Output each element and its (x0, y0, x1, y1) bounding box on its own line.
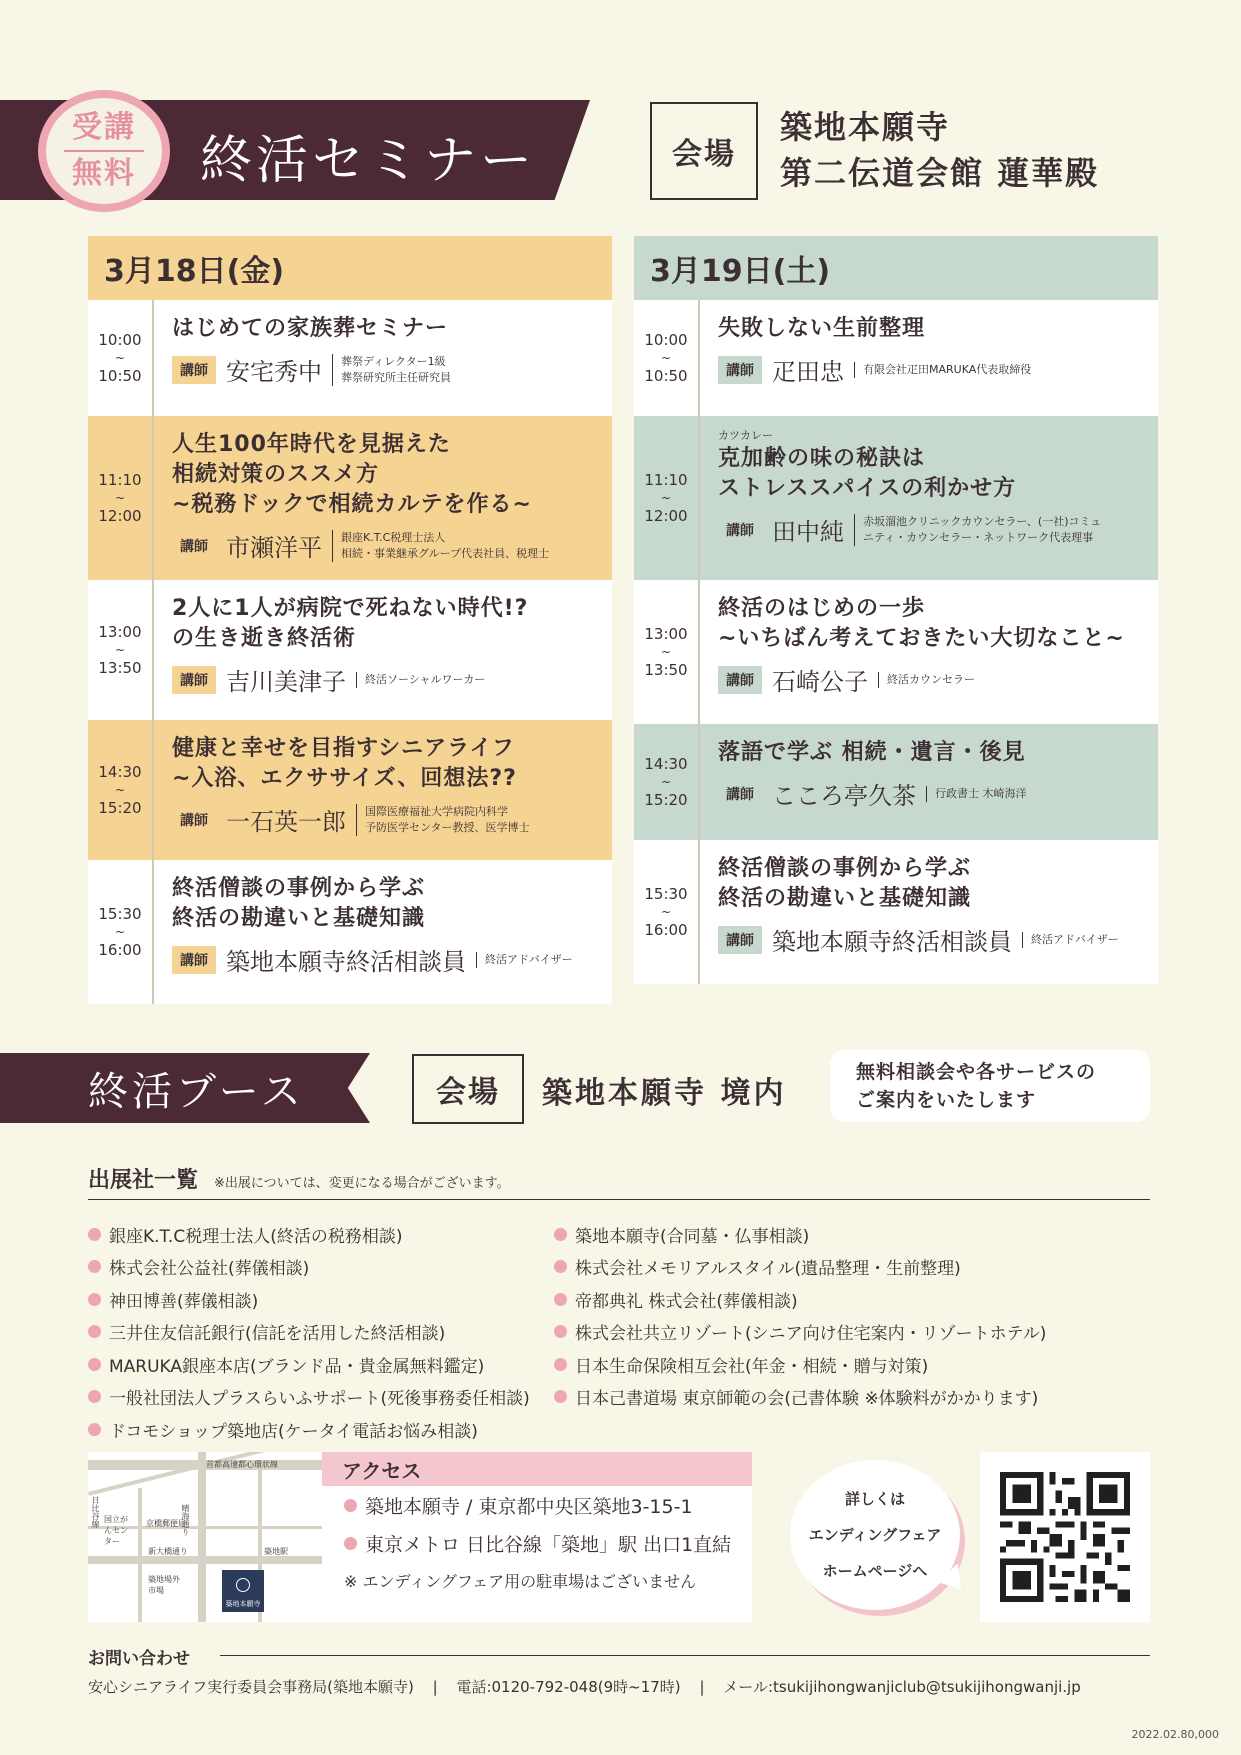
day1-slot-4: 14:30 ~ 15:20 健康と幸せを目指すシニアライフ ~入浴、エクササイズ、回想法?? 講師 一石英一郎 国際医療福祉大学病院内科学 予防医学センター教授、医学博士 (88, 720, 612, 860)
qr-code[interactable] (980, 1452, 1150, 1622)
access-heading: アクセス (322, 1452, 752, 1486)
badge-line1: 受講 (72, 110, 136, 145)
list-item: 三井住友信託銀行(信託を活用した終活相談) (88, 1316, 530, 1349)
qr-code-icon (1000, 1472, 1130, 1602)
list-item: 帝都典礼 株式会社(葬儀相談) (554, 1283, 1046, 1316)
day1-column (88, 236, 612, 1004)
contact-email[interactable]: メール:tsukijihongwanjiclub@tsukijihongwanji.jp (723, 1678, 1081, 1696)
access-note: ※ エンディングフェア用の駐車場はございません (344, 1571, 697, 1591)
seminar-venue: 築地本願寺 第二伝道会館 蓮華殿 (780, 108, 1100, 192)
free-badge (38, 90, 170, 212)
seminar-venue-label: 会場 (650, 102, 758, 200)
contact-info: 安心シニアライフ実行委員会事務局(築地本願寺) | 電話:0120-792-048(9時~17時) | メール:tsukijihongwanjiclub@tsukijihongwanji.jp (88, 1678, 1081, 1696)
day2-date: 3月19日(土) (634, 236, 1158, 300)
contact-phone[interactable]: 電話:0120-792-048(9時~17時) (456, 1678, 681, 1696)
booth-venue: 築地本願寺 境内 (542, 1076, 787, 1111)
day1-slot-1: 10:00 ~ 10:50 はじめての家族葬セミナー 講師 安宅秀中 葬祭ディレクター1級 葬祭研究所主任研究員 (88, 300, 612, 416)
list-item: 神田博善(葬儀相談) (88, 1283, 530, 1316)
ruby-text: カツカレー (718, 429, 773, 442)
seminar-title: 終活セミナー (200, 131, 537, 191)
exhibitor-list-right (554, 1218, 1046, 1413)
day1-slot-5: 15:30 ~ 16:00 終活僧談の事例から学ぶ 終活の勘違いと基礎知識 講師 築地本願寺終活相談員 終活アドバイザー (88, 860, 612, 1004)
list-item: 一般社団法人プラスらいふサポート(死後事務委任相談) (88, 1381, 530, 1414)
exhibitor-heading: 出展社一覧 ※出展については、変更になる場合がございます。 (88, 1168, 510, 1193)
access-train: 東京メトロ 日比谷線「築地」駅 出口1直結 (322, 1524, 752, 1562)
day1-date: 3月18日(金) (88, 236, 612, 300)
divider (88, 1199, 1150, 1200)
access-address: 築地本願寺 / 東京都中央区築地3-15-1 (322, 1486, 752, 1524)
list-item: 日本生命保険相互会社(年金・相続・贈与対策) (554, 1348, 1046, 1381)
day2-column (634, 236, 1158, 984)
print-code: 2022.02.80,000 (1131, 1728, 1219, 1741)
day2-slot-1: 10:00 ~ 10:50 失敗しない生前整理 講師 疋田忠 有限会社疋田MARUKA代表取締役 (634, 300, 1158, 416)
list-item: 築地本願寺(合同墓・仏事相談) (554, 1218, 1046, 1251)
lecturer-name: 安宅秀中 (226, 358, 322, 386)
temple-marker: 築地本願寺 (222, 1570, 264, 1612)
exhibitor-list-left (88, 1218, 530, 1446)
access-panel (322, 1452, 752, 1622)
booth-title: 終活ブース (88, 1069, 305, 1115)
day1-slot-2: 11:10 ~ 12:00 人生100年時代を見据えた 相続対策のススメ方 ~税務ドックで相続カルテを作る~ 講師 市瀬洋平 銀座K.T.C税理士法人 相続・事業継承グループ代表社員、税理士 (88, 416, 612, 580)
list-item: 株式会社メモリアルスタイル(遺品整理・生前整理) (554, 1251, 1046, 1284)
list-item: 日本己書道場 東京師範の会(己書体験 ※体験料がかかります) (554, 1381, 1046, 1414)
homepage-bubble: 詳しくは エンディングフェア ホームページへ (790, 1460, 960, 1610)
session-title: はじめての家族葬セミナー (172, 316, 449, 341)
day2-slot-5: 15:30 ~ 16:00 終活僧談の事例から学ぶ 終活の勘違いと基礎知識 講師 築地本願寺終活相談員 終活アドバイザー (634, 840, 1158, 984)
contact-divider (220, 1655, 1150, 1656)
list-item: 銀座K.T.C税理士法人(終活の税務相談) (88, 1218, 530, 1251)
list-item: 株式会社共立リゾート(シニア向け住宅案内・リゾートホテル) (554, 1316, 1046, 1349)
list-item: ドコモショップ築地店(ケータイ電話お悩み相談) (88, 1413, 530, 1446)
access-map: 首都高速都心環状線 晴海通り 新大橋通り 築地駅 国立がんセンター 京橋郵便局 築地場外市場 日比谷線 築地本願寺 (88, 1452, 322, 1622)
contact-heading: お問い合わせ (88, 1649, 190, 1669)
day1-slot-3: 13:00 ~ 13:50 2人に1人が病院で死ねない時代!? の生き逝き終活術 講師 吉川美津子 終活ソーシャルワーカー (88, 580, 612, 720)
booth-venue-label: 会場 (412, 1054, 524, 1124)
day2-slot-2: 11:10 ~ 12:00 カツカレー 克加齢の味の秘訣は ストレススパイスの利かせ方 講師 田中純 赤坂溜池クリニックカウンセラー、(一社)コミュ ニティ・カウンセラー・ネットワーク代表理事 (634, 416, 1158, 580)
day2-slot-4: 14:30 ~ 15:20 落語で学ぶ 相続・遺言・後見 講師 こころ亭久茶 行政書士 木崎海洋 (634, 724, 1158, 840)
map-label-expressway: 首都高速都心環状線 (206, 1460, 278, 1469)
day2-slot-3: 13:00 ~ 13:50 終活のはじめの一歩 ~いちばん考えておきたい大切なこと~ 講師 石崎公子 終活カウンセラー (634, 580, 1158, 724)
list-item: 株式会社公益社(葬儀相談) (88, 1251, 530, 1284)
list-item: MARUKA銀座本店(ブランド品・貴金属無料鑑定) (88, 1348, 530, 1381)
booth-callout: 無料相談会や各サービスの ご案内をいたします (830, 1050, 1150, 1122)
badge-line2: 無料 (72, 156, 136, 191)
contact-org: 安心シニアライフ実行委員会事務局(築地本願寺) (88, 1678, 414, 1696)
